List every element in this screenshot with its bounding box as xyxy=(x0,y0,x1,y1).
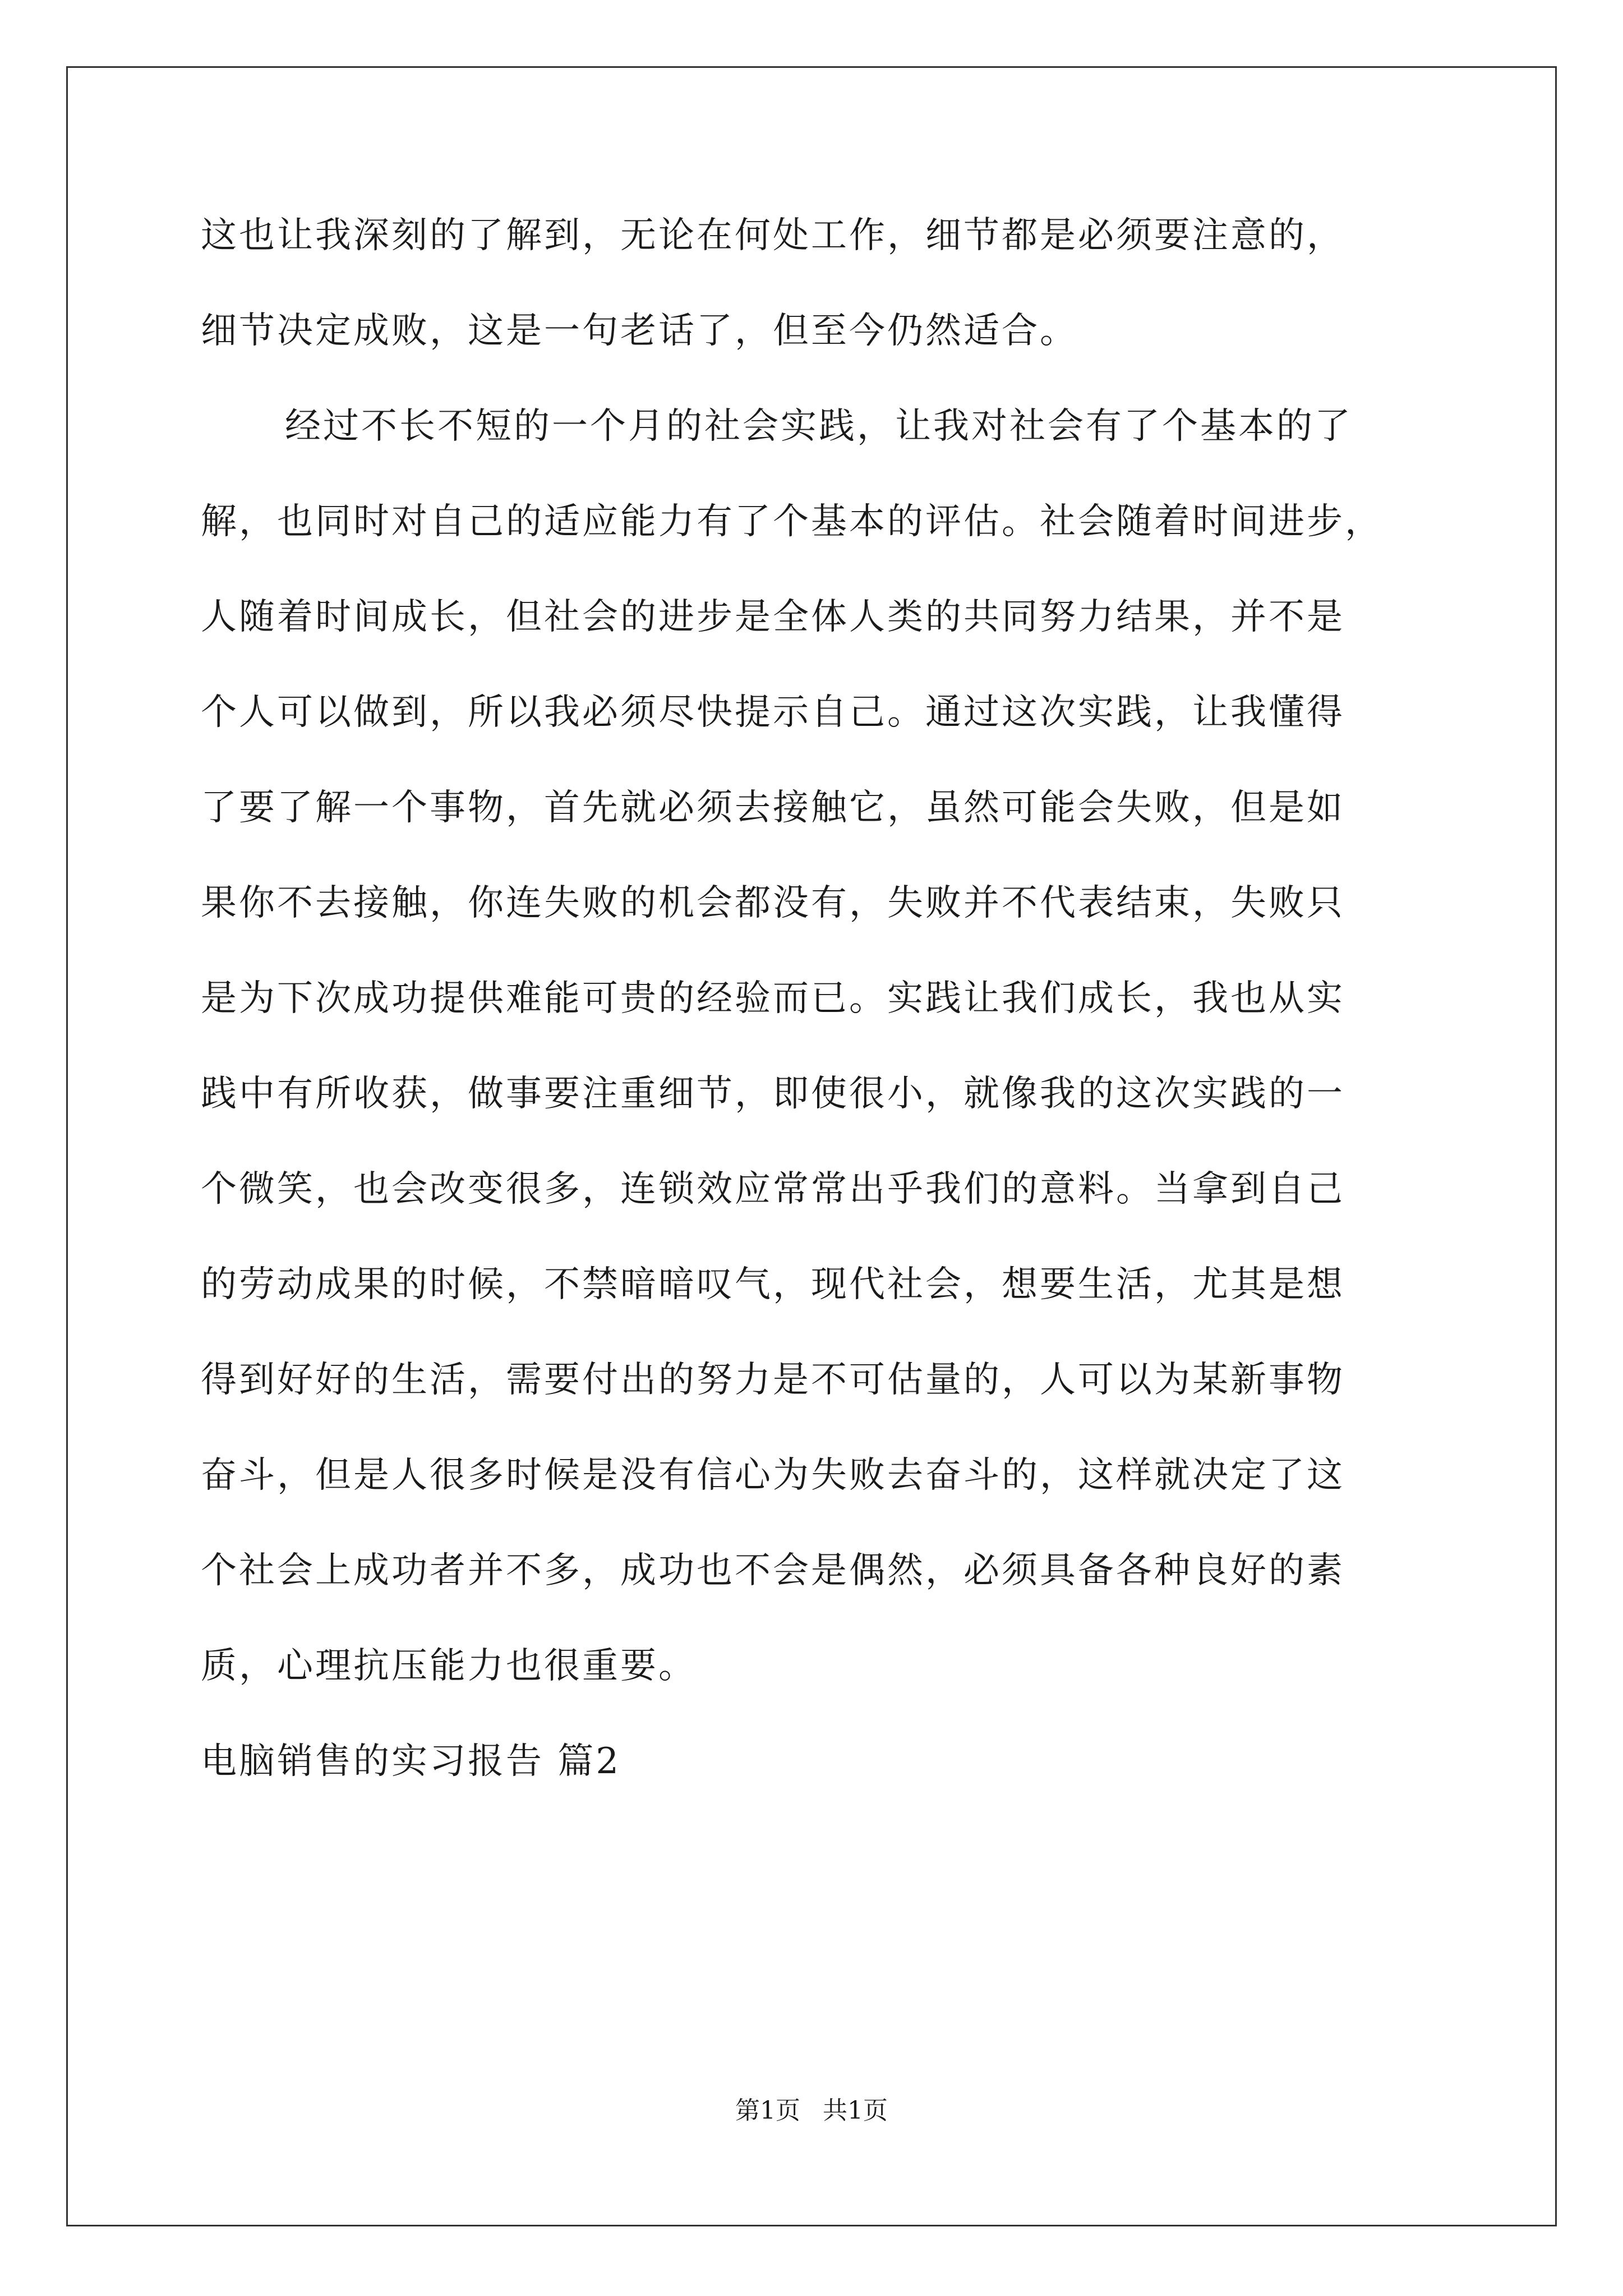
text-line-16: 质，心理抗压能力也很重要。 xyxy=(201,1645,697,1687)
page-footer xyxy=(0,2097,1623,2125)
text-line-14: 奋斗，但是人很多时候是没有信心为失败去奋斗的，这样就决定了这 xyxy=(201,1455,1345,1496)
text-line-1: 这也让我深刻的了解到，无论在何处工作，细节都是必须要注意的， xyxy=(201,215,1345,256)
text-line-10: 践中有所收获，做事要注重细节，即使很小，就像我的这次实践的一 xyxy=(201,1073,1345,1115)
text-line-5: 人随着时间成长，但社会的进步是全体人类的共同努力结果，并不是 xyxy=(201,596,1345,638)
page-number-current: 第1页 xyxy=(735,2096,800,2125)
text-line-11: 个微笑，也会改变很多，连锁效应常常出乎我们的意料。当拿到自己 xyxy=(201,1168,1345,1210)
text-line-2: 细节决定成败，这是一句老话了，但至今仍然适合。 xyxy=(201,310,1078,352)
text-line-8: 果你不去接触，你连失败的机会都没有，失败并不代表结束，失败只 xyxy=(201,882,1345,924)
text-line-6: 个人可以做到，所以我必须尽快提示自己。通过这次实践，让我懂得 xyxy=(201,692,1345,733)
text-line-9: 是为下次成功提供难能可贵的经验而已。实践让我们成长，我也从实 xyxy=(201,978,1345,1019)
document-body xyxy=(201,213,1423,1834)
section-heading: 电脑销售的实习报告 篇2 xyxy=(201,1741,621,1782)
page-number-total: 共1页 xyxy=(823,2096,888,2125)
text-line-12: 的劳动成果的时候，不禁暗暗叹气，现代社会，想要生活，尤其是想 xyxy=(201,1264,1345,1305)
text-line-7: 了要了解一个事物，首先就必须去接触它，虽然可能会失败，但是如 xyxy=(201,787,1345,829)
text-line-3: 经过不长不短的一个月的社会实践，让我对社会有了个基本的了 xyxy=(285,406,1353,447)
text-line-4: 解，也同时对自己的适应能力有了个基本的评估。社会随着时间进步， xyxy=(201,501,1383,542)
text-line-15: 个社会上成功者并不多，成功也不会是偶然，必须具备各种良好的素 xyxy=(201,1550,1345,1591)
text-line-13: 得到好好的生活，需要付出的努力是不可估量的，人可以为某新事物 xyxy=(201,1359,1345,1401)
